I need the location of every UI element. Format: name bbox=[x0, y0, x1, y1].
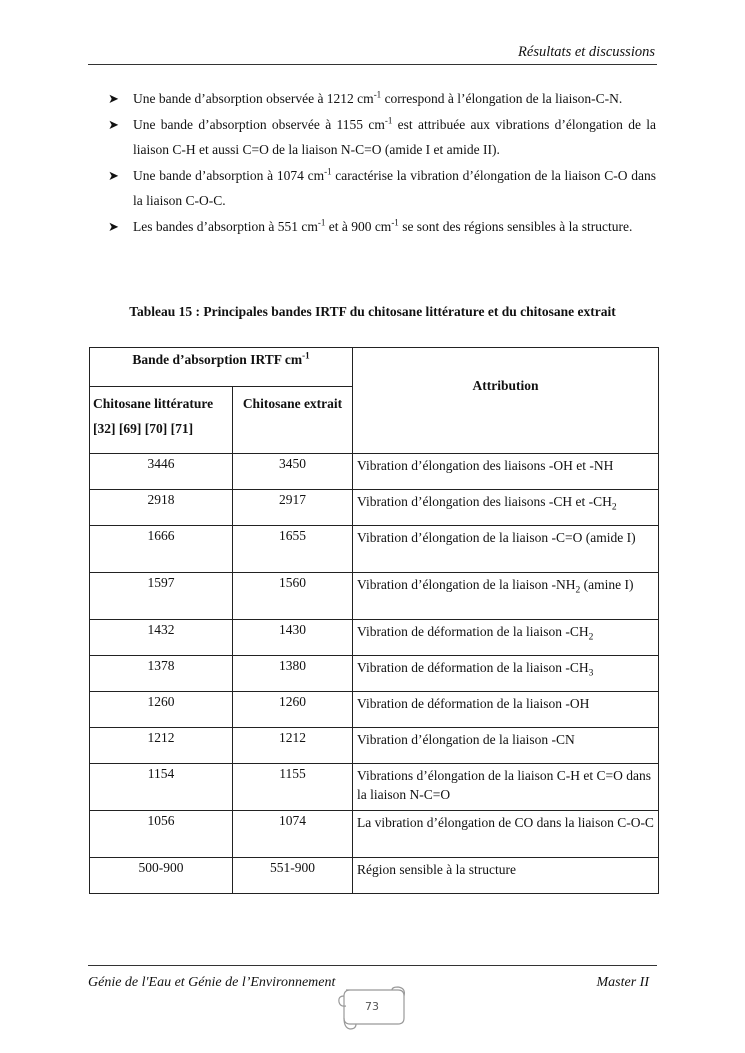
footer-degree: Master II bbox=[596, 975, 649, 990]
superscript: -1 bbox=[373, 89, 382, 100]
cell-litterature: 500-900 bbox=[90, 858, 233, 894]
cell-litterature: 1597 bbox=[90, 573, 233, 620]
cell-attribution: Vibration d’élongation de la liaison -CN bbox=[353, 728, 659, 764]
table-row bbox=[90, 490, 659, 526]
bullet-text: correspond à l’élongation de la liaison-C-N. bbox=[381, 91, 623, 106]
table-row bbox=[90, 526, 659, 573]
arrow-bullet-icon: ➤ bbox=[108, 91, 119, 106]
bullet-text: Les bandes d’absorption à 551 cm bbox=[133, 218, 318, 234]
cell-extrait: 1430 bbox=[233, 620, 353, 656]
header-chitosane-litterature: Chitosane littérature [32] [69] [70] [71] bbox=[90, 387, 233, 454]
cell-extrait: 1155 bbox=[233, 764, 353, 811]
arrow-bullet-icon: ➤ bbox=[108, 167, 119, 183]
cell-litterature: 1666 bbox=[90, 526, 233, 573]
bullet-text: se sont des régions sensibles à la structure. bbox=[398, 218, 633, 234]
superscript: -1 bbox=[317, 217, 326, 227]
table-row bbox=[90, 692, 659, 728]
cell-attribution: Vibration d’élongation de la liaison -C=O (amide I) bbox=[353, 526, 659, 573]
superscript: -1 bbox=[384, 115, 393, 125]
table-row bbox=[90, 454, 659, 490]
table-caption: Tableau 15 : Principales bandes IRTF du chitosane littérature et du chitosane extrait bbox=[129, 304, 616, 319]
cell-attribution: Région sensible à la structure bbox=[353, 858, 659, 894]
bullet-item bbox=[108, 163, 656, 214]
cell-extrait: 551-900 bbox=[233, 858, 353, 894]
arrow-bullet-icon: ➤ bbox=[108, 218, 119, 234]
table-row bbox=[90, 764, 659, 811]
cell-attribution: Vibration de déformation de la liaison $-CH_3$ bbox=[353, 656, 659, 692]
header-attribution: Attribution bbox=[353, 348, 659, 454]
cell-litterature: 2918 bbox=[90, 490, 233, 526]
cell-extrait: 1560 bbox=[233, 573, 353, 620]
cell-attribution: Vibration d’élongation des liaisons -CH et $-CH_2$ bbox=[353, 490, 659, 526]
cell-litterature: 1378 bbox=[90, 656, 233, 692]
running-header: Résultats et discussions bbox=[518, 44, 655, 60]
cell-attribution: Vibration d’élongation des liaisons -OH et -NH bbox=[353, 454, 659, 490]
footer-rule bbox=[88, 965, 657, 966]
page-number: 73 bbox=[365, 1000, 379, 1013]
table-row bbox=[90, 858, 659, 894]
table-row bbox=[90, 620, 659, 656]
table-row bbox=[90, 573, 659, 620]
bullet-item bbox=[108, 112, 656, 163]
cell-attribution: Vibration de déformation de la liaison $-CH_2$ bbox=[353, 620, 659, 656]
bullet-text: caractérise la vibration d’élongation de la liaison C-O dans la liaison C-O-C. bbox=[133, 167, 656, 208]
cell-litterature: 3446 bbox=[90, 454, 233, 490]
cell-litterature: 1154 bbox=[90, 764, 233, 811]
footer-department: Génie de l'Eau et Génie de l’Environnement bbox=[88, 975, 336, 990]
header-absorption-band: Bande d’absorption IRTF $cm^{-1}$ bbox=[90, 348, 353, 387]
table-row bbox=[90, 811, 659, 858]
cell-attribution: Vibration d’élongation de la liaison $-NH_2$ (amine I) bbox=[353, 573, 659, 620]
bullet-item bbox=[108, 214, 656, 240]
cell-litterature: 1056 bbox=[90, 811, 233, 858]
bullet-list bbox=[108, 86, 656, 239]
cell-litterature: 1260 bbox=[90, 692, 233, 728]
header-chitosane-extrait: Chitosane extrait bbox=[233, 387, 353, 454]
cell-extrait: 1074 bbox=[233, 811, 353, 858]
table-row bbox=[90, 728, 659, 764]
table-row bbox=[90, 656, 659, 692]
cell-attribution: La vibration d’élongation de CO dans la liaison C-O-C bbox=[353, 811, 659, 858]
arrow-bullet-icon: ➤ bbox=[108, 116, 119, 132]
bullet-text: et à 900 cm bbox=[325, 218, 392, 234]
cell-extrait: 1212 bbox=[233, 728, 353, 764]
cell-extrait: 2917 bbox=[233, 490, 353, 526]
bullet-text: Une bande d’absorption observée à 1212 cm bbox=[133, 91, 374, 106]
superscript: -1 bbox=[391, 217, 399, 227]
cell-extrait: 1260 bbox=[233, 692, 353, 728]
irtf-bands-table bbox=[89, 347, 659, 894]
cell-litterature: 1432 bbox=[90, 620, 233, 656]
bullet-text: Une bande d’absorption à 1074 cm bbox=[133, 167, 325, 183]
superscript: -1 bbox=[324, 166, 332, 176]
bullet-text: Une bande d’absorption observée à 1155 cm bbox=[133, 116, 385, 132]
cell-extrait: 3450 bbox=[233, 454, 353, 490]
cell-extrait: 1655 bbox=[233, 526, 353, 573]
cell-attribution: Vibration de déformation de la liaison -OH bbox=[353, 692, 659, 728]
cell-litterature: 1212 bbox=[90, 728, 233, 764]
cell-attribution: Vibrations d’élongation de la liaison C-H et C=O dans la liaison N-C=O bbox=[353, 764, 659, 811]
cell-extrait: 1380 bbox=[233, 656, 353, 692]
header-rule bbox=[88, 64, 657, 65]
bullet-item bbox=[108, 86, 656, 112]
bullet-text: est attribuée aux vibrations d’élongation de la liaison C-H et aussi C=O de la liaison N-C=O (amide I et amide II). bbox=[133, 116, 656, 157]
